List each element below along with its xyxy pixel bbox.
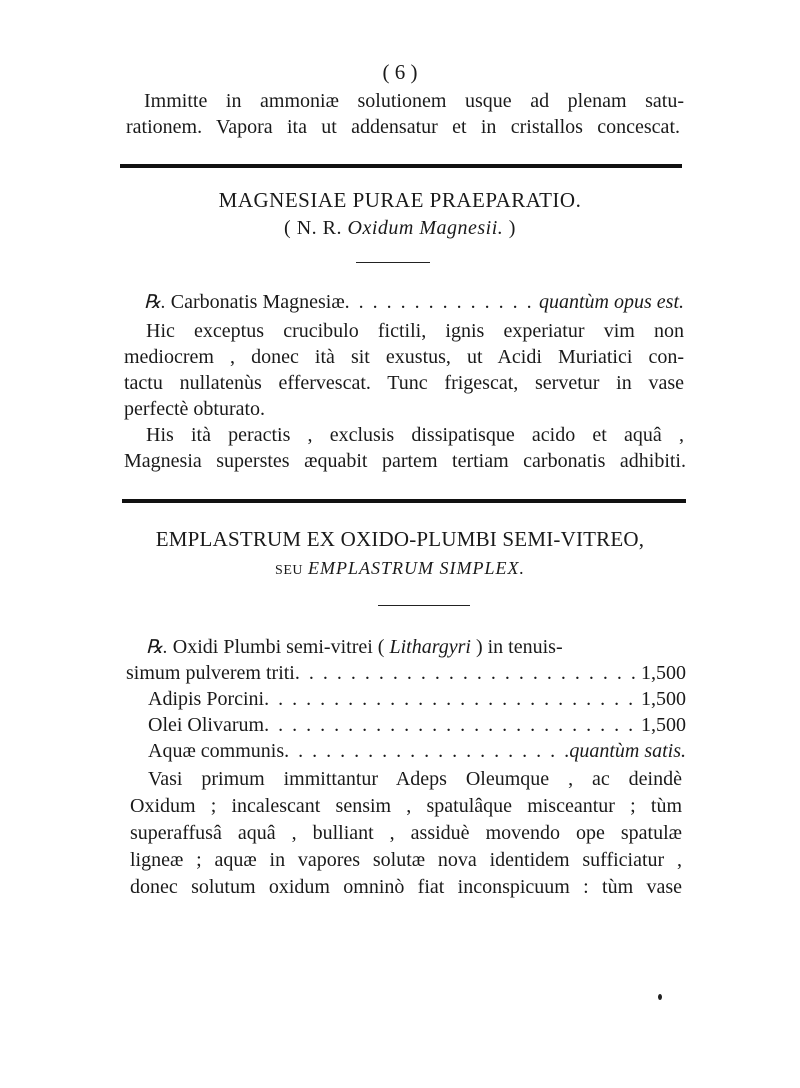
- ingredient-label: Olei Olivarum: [148, 714, 265, 736]
- recipe-symbol: ℞.: [144, 292, 166, 313]
- first-line-b: ) in tenuis-: [470, 636, 563, 658]
- ingredient-amount: 1,500: [641, 688, 686, 710]
- ink-speck: [658, 994, 662, 1000]
- section1-para1-line-4: perfectè obturato.: [124, 398, 266, 420]
- section1-subtitle-italic: Oxidum Magnesii.: [347, 217, 504, 239]
- section1-para2-line-1: His ità peractis , exclusis dissipatisque acido et aquâ ,: [146, 424, 684, 446]
- intro-line-1: Immitte in ammoniæ solutionem usque ad plenam satu-: [144, 90, 684, 112]
- leader-dots: [345, 290, 539, 315]
- section2-para-line-1: Vasi primum immittantur Adeps Oleumque , ac deindè: [148, 768, 682, 790]
- section2-para-line-4: ligneæ ; aquæ in vapores solutæ nova identidem sufficiatur ,: [130, 849, 682, 871]
- section2-para-line-2: Oxidum ; incalescant sensim , spatulâque misceantur ; tùm: [130, 795, 682, 817]
- section1-para2-line-2: Magnesia superstes æquabit partem tertiam carbonatis adhibiti.: [124, 450, 686, 472]
- ingredient-row: [148, 713, 686, 737]
- ingredient-label: Adipis Porcini: [148, 688, 265, 710]
- first-line-a: Oxidi Plumbi semi-vitrei (: [172, 636, 390, 658]
- first-line-italic: Lithargyri: [389, 636, 471, 658]
- leader-dots: [264, 687, 641, 711]
- section1-subtitle-close: ): [503, 217, 516, 239]
- section2-subtitle-italic: EMPLASTRUM SIMPLEX.: [307, 558, 525, 578]
- recipe-symbol: ℞.: [146, 637, 168, 658]
- ingredient-amount: quantùm satis.: [569, 740, 686, 762]
- intro-line-2: rationem. Vapora ita ut addensatur et in cristallos concescat.: [126, 116, 680, 138]
- section2-subtitle: [0, 558, 800, 579]
- ingredient-label: Aquæ communis: [148, 740, 285, 762]
- section2-first-line: [146, 635, 563, 660]
- section1-subtitle-open: ( N. R.: [284, 217, 348, 239]
- ingredient-row: [148, 739, 686, 763]
- section2-title: EMPLASTRUM EX OXIDO-PLUMBI SEMI-VITREO,: [155, 527, 645, 551]
- section1-para1-line-3: tactu nullatenùs effervescat. Tunc frigescat, servetur in vase: [124, 372, 684, 394]
- page-number: ( 6 ): [382, 60, 418, 84]
- leader-dots: [284, 739, 569, 763]
- section2-para-line-5: donec solutum oxidum omninò fiat inconspicuum : tùm vase: [130, 876, 682, 898]
- section-divider-1: [120, 164, 682, 168]
- section1-subtitle: [0, 217, 800, 240]
- leader-dots: [264, 713, 641, 737]
- ingredient-amount: 1,500: [641, 662, 686, 684]
- ingredient-row: [126, 661, 686, 685]
- section1-para1-line-1: Hic exceptus crucibulo fictili, ignis experiatur vim non: [146, 320, 684, 342]
- section1-short-rule: [356, 262, 430, 263]
- leader-dots: [295, 661, 641, 685]
- ingredient-label: simum pulverem triti: [126, 662, 295, 684]
- ingredient-label: Carbonatis Magnesiæ: [170, 291, 345, 313]
- section1-title: MAGNESIAE PURAE PRAEPARATIO.: [218, 188, 582, 212]
- ingredient-row: [148, 687, 686, 711]
- ingredient-amount: quantùm opus est.: [539, 291, 684, 313]
- section-divider-2: [122, 499, 686, 503]
- section2-subtitle-prefix: SEU: [275, 563, 303, 578]
- ingredient-amount: 1,500: [641, 714, 686, 736]
- section2-short-rule: [378, 605, 470, 606]
- section1-para1-line-2: mediocrem , donec ità sit exustus, ut Acidi Muriatici con-: [124, 346, 684, 368]
- section2-para-line-3: superaffusâ aquâ , bulliant , assiduè movendo ope spatulæ: [130, 822, 682, 844]
- section1-ingredient-row: [144, 290, 684, 315]
